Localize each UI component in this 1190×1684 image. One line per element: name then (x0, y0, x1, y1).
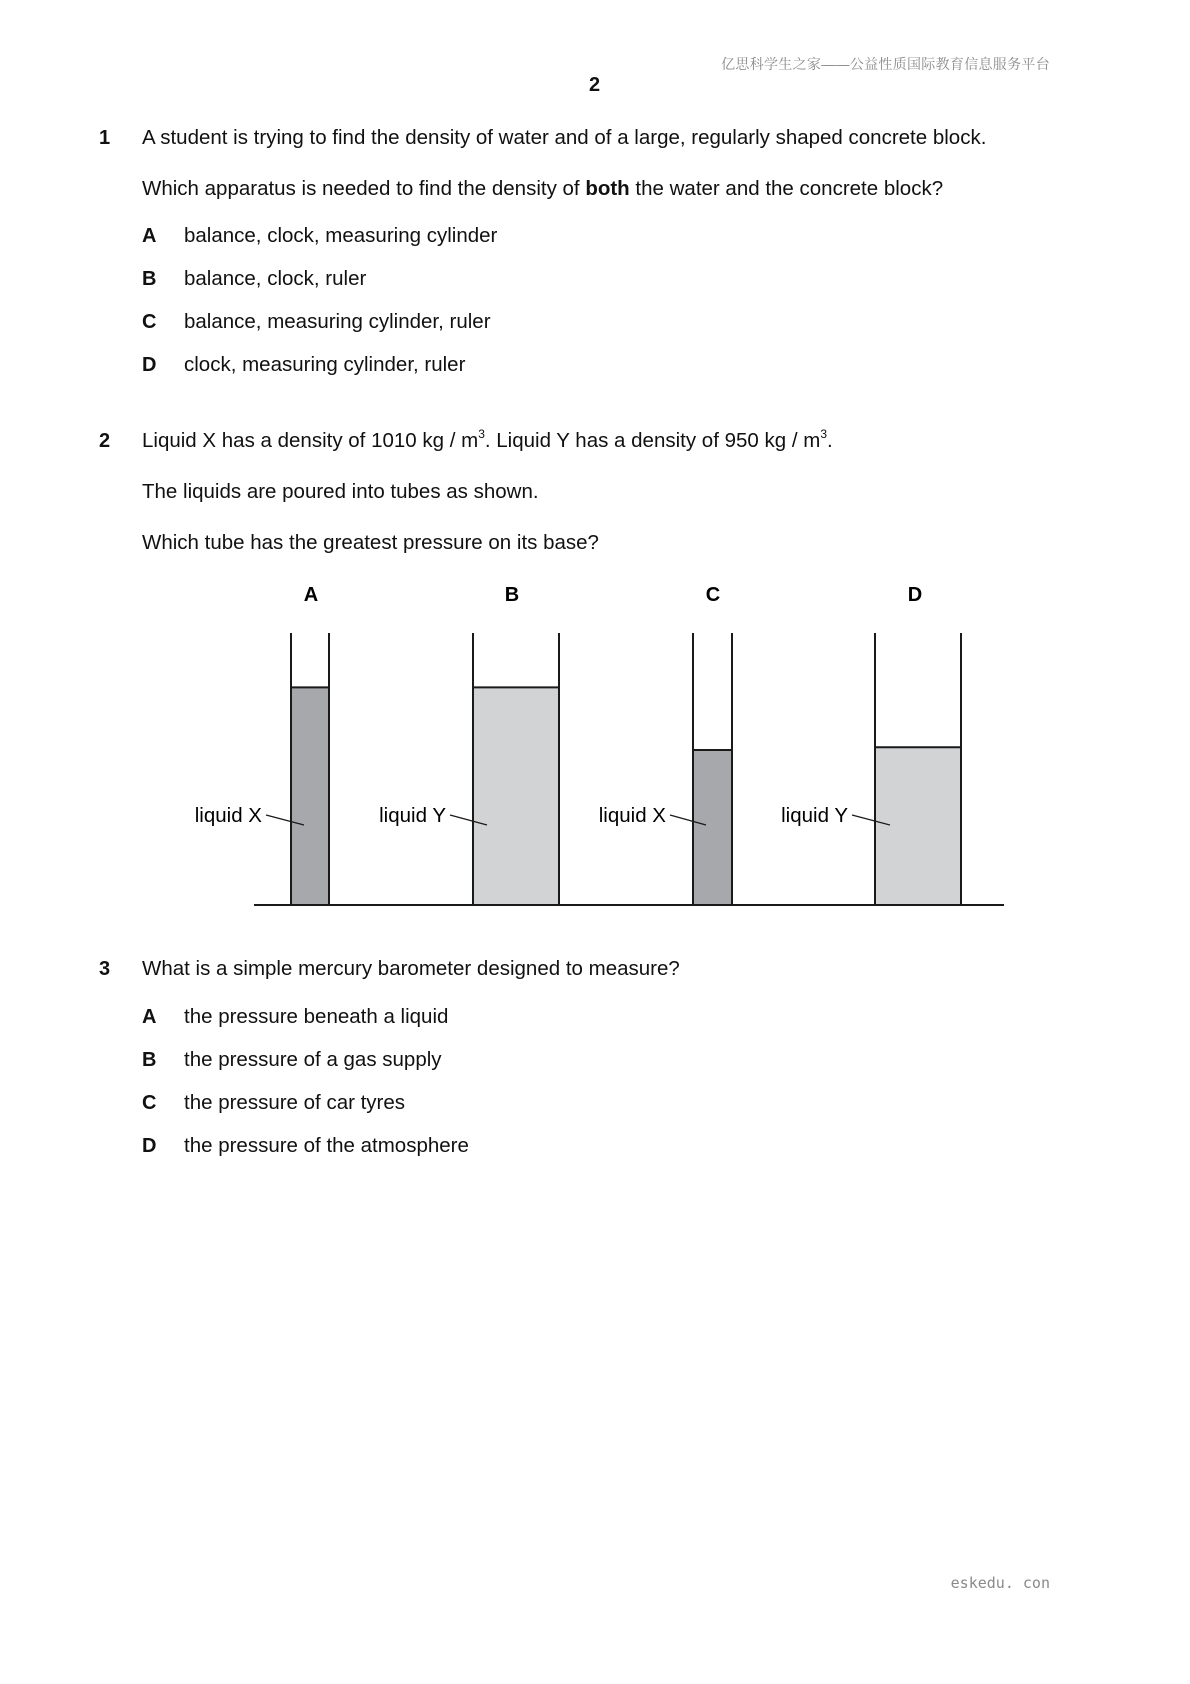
tube-a-label: liquid X (194, 804, 262, 827)
tube-b-label: liquid Y (379, 804, 446, 827)
tube-c-label: liquid X (598, 804, 666, 827)
option-letter-b: B (142, 268, 157, 290)
option-text-b: balance, clock, ruler (184, 267, 367, 290)
question-text: A student is trying to find the density of water and of a large, regularly shaped concrete block. (142, 126, 987, 149)
emphasis-both: both (585, 177, 630, 200)
option-letter-d: D (142, 1135, 157, 1157)
tube-letter-c: C (705, 584, 721, 606)
question-text: Liquid X has a density of 1010 kg / $m^3$. Liquid Y has a density of 950 kg / $m^3$. (142, 427, 833, 452)
tube-letter-a: A (303, 584, 319, 606)
question-text: What is a simple mercury barometer designed to measure? (142, 957, 680, 980)
option-text-a: the pressure beneath a liquid (184, 1005, 449, 1028)
question-prompt: Which apparatus is needed to find the density of both the water and the concrete block? (142, 177, 944, 200)
option-text-c: balance, measuring cylinder, ruler (184, 310, 491, 333)
question-line-2: The liquids are poured into tubes as shown. (142, 480, 539, 503)
tube-d-liquid (875, 747, 961, 905)
footer-site-mark: eskedu. con (950, 1574, 1050, 1592)
tube-letter-b: B (504, 584, 520, 606)
option-letter-a: A (142, 1006, 157, 1028)
option-letter-c: C (142, 311, 157, 333)
option-text-d: the pressure of the atmosphere (184, 1134, 469, 1157)
option-letter-d: D (142, 354, 157, 376)
question-number: 3 (99, 958, 111, 980)
option-text-c: the pressure of car tyres (184, 1091, 406, 1114)
tube-d-label: liquid Y (781, 804, 848, 827)
option-letter-a: A (142, 225, 157, 247)
question-line-3: Which tube has the greatest pressure on its base? (142, 531, 599, 554)
option-text-b: the pressure of a gas supply (184, 1048, 442, 1071)
question-number: 2 (99, 430, 111, 452)
tube-c-liquid (693, 750, 732, 905)
header-watermark: 亿思科学生之家——公益性质国际教育信息服务平台 (721, 56, 1050, 72)
tube-a-liquid (291, 687, 329, 905)
tube-b-liquid (473, 687, 559, 905)
question-number: 1 (99, 127, 111, 149)
option-text-d: clock, measuring cylinder, ruler (184, 353, 466, 376)
tube-letter-d: D (907, 584, 923, 606)
page-number: 2 (589, 74, 601, 96)
option-letter-c: C (142, 1092, 157, 1114)
option-text-a: balance, clock, measuring cylinder (184, 224, 498, 247)
option-letter-b: B (142, 1049, 157, 1071)
